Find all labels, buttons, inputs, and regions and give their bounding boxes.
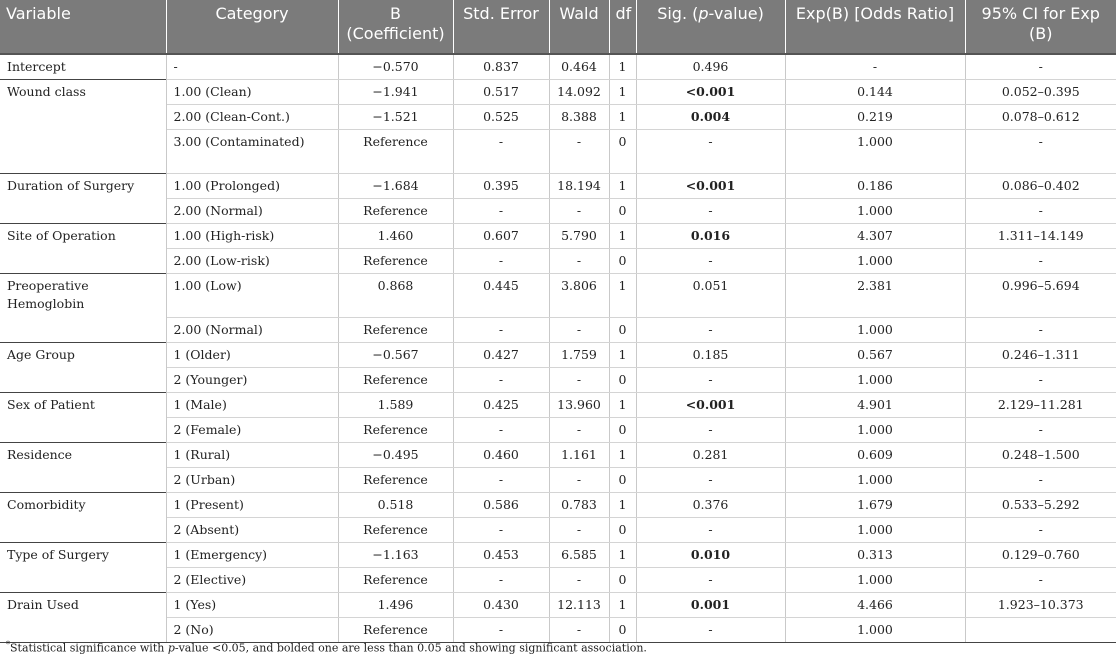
cell-sig: - <box>636 130 785 174</box>
cell-variable <box>0 368 166 393</box>
cell-wald: - <box>549 249 609 274</box>
table-row <box>0 54 1116 80</box>
cell-std-error: 0.430 <box>453 593 549 618</box>
cell-wald: - <box>549 518 609 543</box>
table-row <box>0 249 1116 274</box>
cell-ci: 0.129–0.760 <box>965 543 1116 568</box>
header-variable: Variable <box>0 0 166 54</box>
cell-sig: - <box>636 318 785 343</box>
cell-std-error: - <box>453 518 549 543</box>
cell-ci: - <box>965 418 1116 443</box>
cell-ci: 0.996–5.694 <box>965 274 1116 318</box>
header-sig-suffix: -value) <box>708 4 764 23</box>
cell-std-error: - <box>453 318 549 343</box>
cell-wald: 18.194 <box>549 174 609 199</box>
cell-category: 1 (Rural) <box>166 443 338 468</box>
cell-coefficient: Reference <box>338 618 453 643</box>
cell-std-error: - <box>453 618 549 643</box>
cell-coefficient: −0.495 <box>338 443 453 468</box>
cell-wald: - <box>549 468 609 493</box>
cell-df: 0 <box>609 249 636 274</box>
cell-ci: - <box>965 54 1116 80</box>
cell-sig: 0.281 <box>636 443 785 468</box>
table-row <box>0 274 1116 318</box>
cell-wald: 8.388 <box>549 105 609 130</box>
cell-wald: 14.092 <box>549 80 609 105</box>
cell-wald: - <box>549 368 609 393</box>
cell-category: 1 (Yes) <box>166 593 338 618</box>
cell-df: 1 <box>609 105 636 130</box>
cell-coefficient: Reference <box>338 318 453 343</box>
cell-category: 3.00 (Contaminated) <box>166 130 338 174</box>
cell-wald: - <box>549 130 609 174</box>
cell-category: 1 (Emergency) <box>166 543 338 568</box>
cell-exp-b: - <box>785 54 965 80</box>
footnote-marker: * <box>6 640 10 649</box>
cell-variable <box>0 418 166 443</box>
header-exp-b: Exp(B) [Odds Ratio] <box>785 0 965 54</box>
header-sig-p: p <box>698 4 709 23</box>
header-coefficient: B (Coefficient) <box>338 0 453 54</box>
cell-df: 0 <box>609 518 636 543</box>
cell-variable <box>0 318 166 343</box>
header-ci: 95% CI for Exp (B) <box>965 0 1116 54</box>
cell-df: 1 <box>609 593 636 618</box>
footnote-p: p <box>167 641 175 655</box>
cell-exp-b: 1.000 <box>785 568 965 593</box>
table-body <box>0 54 1116 643</box>
header-category: Category <box>166 0 338 54</box>
cell-df: 0 <box>609 618 636 643</box>
cell-std-error: 0.525 <box>453 105 549 130</box>
footnote <box>6 640 647 655</box>
cell-std-error: - <box>453 568 549 593</box>
cell-coefficient: −0.567 <box>338 343 453 368</box>
cell-exp-b: 1.679 <box>785 493 965 518</box>
cell-std-error: - <box>453 249 549 274</box>
cell-ci: 0.086–0.402 <box>965 174 1116 199</box>
table-row <box>0 568 1116 593</box>
cell-exp-b: 1.000 <box>785 618 965 643</box>
cell-category: 2.00 (Clean-Cont.) <box>166 105 338 130</box>
cell-coefficient: 1.589 <box>338 393 453 418</box>
cell-sig: 0.016 <box>636 224 785 249</box>
cell-variable: Type of Surgery <box>0 543 166 568</box>
cell-variable: Residence <box>0 443 166 468</box>
table-row <box>0 318 1116 343</box>
cell-sig: - <box>636 199 785 224</box>
cell-df: 1 <box>609 493 636 518</box>
cell-df: 0 <box>609 568 636 593</box>
cell-df: 1 <box>609 443 636 468</box>
cell-coefficient: 1.460 <box>338 224 453 249</box>
cell-variable <box>0 130 166 174</box>
cell-wald: 1.161 <box>549 443 609 468</box>
cell-coefficient: Reference <box>338 568 453 593</box>
table-row <box>0 343 1116 368</box>
header-wald: Wald <box>549 0 609 54</box>
cell-coefficient: Reference <box>338 418 453 443</box>
table-row <box>0 618 1116 643</box>
cell-coefficient: Reference <box>338 468 453 493</box>
cell-category: 2.00 (Low-risk) <box>166 249 338 274</box>
cell-exp-b: 1.000 <box>785 318 965 343</box>
cell-category: 2 (No) <box>166 618 338 643</box>
cell-df: 0 <box>609 368 636 393</box>
cell-category: 2 (Female) <box>166 418 338 443</box>
cell-coefficient: 0.868 <box>338 274 453 318</box>
cell-variable: Duration of Surgery <box>0 174 166 199</box>
cell-sig: 0.496 <box>636 54 785 80</box>
footnote-text-a: Statistical significance with <box>10 641 168 655</box>
table-row <box>0 493 1116 518</box>
cell-ci: 0.248–1.500 <box>965 443 1116 468</box>
cell-exp-b: 1.000 <box>785 130 965 174</box>
cell-category: 1 (Older) <box>166 343 338 368</box>
cell-sig: - <box>636 618 785 643</box>
cell-df: 0 <box>609 130 636 174</box>
cell-sig: - <box>636 518 785 543</box>
cell-category: 1 (Present) <box>166 493 338 518</box>
table-row <box>0 543 1116 568</box>
cell-coefficient: −1.521 <box>338 105 453 130</box>
cell-variable: Wound class <box>0 80 166 105</box>
cell-std-error: 0.460 <box>453 443 549 468</box>
cell-exp-b: 0.313 <box>785 543 965 568</box>
cell-std-error: 0.837 <box>453 54 549 80</box>
cell-df: 1 <box>609 80 636 105</box>
cell-variable <box>0 105 166 130</box>
cell-std-error: 0.586 <box>453 493 549 518</box>
cell-ci: - <box>965 518 1116 543</box>
cell-df: 0 <box>609 318 636 343</box>
cell-category: 1.00 (Low) <box>166 274 338 318</box>
cell-wald: 5.790 <box>549 224 609 249</box>
cell-variable: Preoperative Hemoglobin <box>0 274 166 318</box>
table-row <box>0 174 1116 199</box>
cell-ci: 1.923–10.373 <box>965 593 1116 618</box>
cell-df: 1 <box>609 224 636 249</box>
cell-wald: 0.464 <box>549 54 609 80</box>
cell-sig: 0.376 <box>636 493 785 518</box>
cell-std-error: 0.453 <box>453 543 549 568</box>
cell-variable <box>0 618 166 643</box>
table-row <box>0 199 1116 224</box>
cell-ci: - <box>965 318 1116 343</box>
cell-sig: - <box>636 249 785 274</box>
cell-ci: 1.311–14.149 <box>965 224 1116 249</box>
cell-wald: 13.960 <box>549 393 609 418</box>
cell-coefficient: Reference <box>338 249 453 274</box>
cell-wald: 6.585 <box>549 543 609 568</box>
cell-std-error: - <box>453 199 549 224</box>
cell-std-error: 0.517 <box>453 80 549 105</box>
cell-wald: 3.806 <box>549 274 609 318</box>
cell-variable <box>0 568 166 593</box>
cell-sig: 0.004 <box>636 105 785 130</box>
cell-category: 2 (Absent) <box>166 518 338 543</box>
cell-exp-b: 1.000 <box>785 249 965 274</box>
cell-category: 2.00 (Normal) <box>166 318 338 343</box>
cell-category: 1.00 (High-risk) <box>166 224 338 249</box>
cell-exp-b: 1.000 <box>785 468 965 493</box>
header-row <box>0 0 1116 54</box>
header-sig-prefix: Sig. ( <box>657 4 699 23</box>
cell-category: 2 (Urban) <box>166 468 338 493</box>
cell-category: 1.00 (Clean) <box>166 80 338 105</box>
cell-std-error: - <box>453 468 549 493</box>
cell-exp-b: 4.307 <box>785 224 965 249</box>
cell-exp-b: 4.466 <box>785 593 965 618</box>
cell-std-error: - <box>453 368 549 393</box>
cell-df: 0 <box>609 468 636 493</box>
cell-exp-b: 1.000 <box>785 418 965 443</box>
cell-sig: <0.001 <box>636 80 785 105</box>
cell-coefficient: Reference <box>338 518 453 543</box>
cell-ci: 0.052–0.395 <box>965 80 1116 105</box>
cell-coefficient: −1.163 <box>338 543 453 568</box>
cell-coefficient: −0.570 <box>338 54 453 80</box>
cell-sig: - <box>636 418 785 443</box>
cell-variable: Age Group <box>0 343 166 368</box>
cell-exp-b: 1.000 <box>785 199 965 224</box>
cell-df: 1 <box>609 274 636 318</box>
cell-df: 0 <box>609 199 636 224</box>
cell-sig: 0.001 <box>636 593 785 618</box>
cell-df: 1 <box>609 543 636 568</box>
cell-category: 2 (Elective) <box>166 568 338 593</box>
cell-sig: 0.185 <box>636 343 785 368</box>
cell-category: - <box>166 54 338 80</box>
table-row <box>0 418 1116 443</box>
cell-variable: Drain Used <box>0 593 166 618</box>
cell-sig: - <box>636 368 785 393</box>
cell-df: 0 <box>609 418 636 443</box>
cell-coefficient: Reference <box>338 368 453 393</box>
cell-wald: 0.783 <box>549 493 609 518</box>
cell-wald: - <box>549 568 609 593</box>
cell-wald: 12.113 <box>549 593 609 618</box>
header-std-error: Std. Error <box>453 0 549 54</box>
cell-exp-b: 1.000 <box>785 518 965 543</box>
table-row <box>0 368 1116 393</box>
cell-variable: Intercept <box>0 54 166 80</box>
cell-category: 2.00 (Normal) <box>166 199 338 224</box>
cell-std-error: 0.607 <box>453 224 549 249</box>
cell-ci <box>965 618 1116 643</box>
cell-ci: - <box>965 468 1116 493</box>
cell-wald: - <box>549 199 609 224</box>
cell-df: 1 <box>609 54 636 80</box>
cell-coefficient: −1.941 <box>338 80 453 105</box>
table-row <box>0 593 1116 618</box>
cell-variable: Sex of Patient <box>0 393 166 418</box>
cell-exp-b: 1.000 <box>785 368 965 393</box>
cell-coefficient: 1.496 <box>338 593 453 618</box>
cell-variable <box>0 518 166 543</box>
cell-std-error: 0.425 <box>453 393 549 418</box>
header-sig <box>636 0 785 54</box>
cell-ci: 0.246–1.311 <box>965 343 1116 368</box>
cell-std-error: - <box>453 130 549 174</box>
cell-ci: - <box>965 368 1116 393</box>
cell-exp-b: 0.144 <box>785 80 965 105</box>
table-row <box>0 224 1116 249</box>
cell-category: 1.00 (Prolonged) <box>166 174 338 199</box>
cell-std-error: - <box>453 418 549 443</box>
cell-variable: Comorbidity <box>0 493 166 518</box>
cell-coefficient: Reference <box>338 199 453 224</box>
cell-exp-b: 2.381 <box>785 274 965 318</box>
cell-df: 1 <box>609 174 636 199</box>
table-row <box>0 130 1116 174</box>
header-df: df <box>609 0 636 54</box>
cell-sig: - <box>636 568 785 593</box>
cell-ci: 2.129–11.281 <box>965 393 1116 418</box>
cell-coefficient: Reference <box>338 130 453 174</box>
cell-ci: 0.078–0.612 <box>965 105 1116 130</box>
cell-df: 1 <box>609 343 636 368</box>
cell-sig: - <box>636 468 785 493</box>
cell-df: 1 <box>609 393 636 418</box>
table-row <box>0 80 1116 105</box>
cell-category: 1 (Male) <box>166 393 338 418</box>
cell-exp-b: 4.901 <box>785 393 965 418</box>
table-row <box>0 468 1116 493</box>
cell-wald: - <box>549 318 609 343</box>
table-row <box>0 393 1116 418</box>
cell-exp-b: 0.609 <box>785 443 965 468</box>
footnote-text-b: -value <0.05, and bolded one are less than 0.05 and showing significant association. <box>174 641 647 655</box>
cell-std-error: 0.427 <box>453 343 549 368</box>
cell-variable <box>0 468 166 493</box>
cell-exp-b: 0.219 <box>785 105 965 130</box>
cell-coefficient: 0.518 <box>338 493 453 518</box>
cell-exp-b: 0.567 <box>785 343 965 368</box>
cell-variable <box>0 249 166 274</box>
cell-std-error: 0.445 <box>453 274 549 318</box>
cell-sig: 0.051 <box>636 274 785 318</box>
cell-variable: Site of Operation <box>0 224 166 249</box>
cell-wald: 1.759 <box>549 343 609 368</box>
table-row <box>0 443 1116 468</box>
cell-std-error: 0.395 <box>453 174 549 199</box>
cell-variable <box>0 199 166 224</box>
cell-ci: - <box>965 568 1116 593</box>
cell-wald: - <box>549 618 609 643</box>
cell-sig: 0.010 <box>636 543 785 568</box>
cell-sig: <0.001 <box>636 174 785 199</box>
cell-ci: - <box>965 199 1116 224</box>
cell-ci: - <box>965 249 1116 274</box>
cell-sig: <0.001 <box>636 393 785 418</box>
table-row <box>0 518 1116 543</box>
cell-ci: 0.533–5.292 <box>965 493 1116 518</box>
cell-wald: - <box>549 418 609 443</box>
cell-coefficient: −1.684 <box>338 174 453 199</box>
cell-exp-b: 0.186 <box>785 174 965 199</box>
cell-ci: - <box>965 130 1116 174</box>
table-row <box>0 105 1116 130</box>
cell-category: 2 (Younger) <box>166 368 338 393</box>
